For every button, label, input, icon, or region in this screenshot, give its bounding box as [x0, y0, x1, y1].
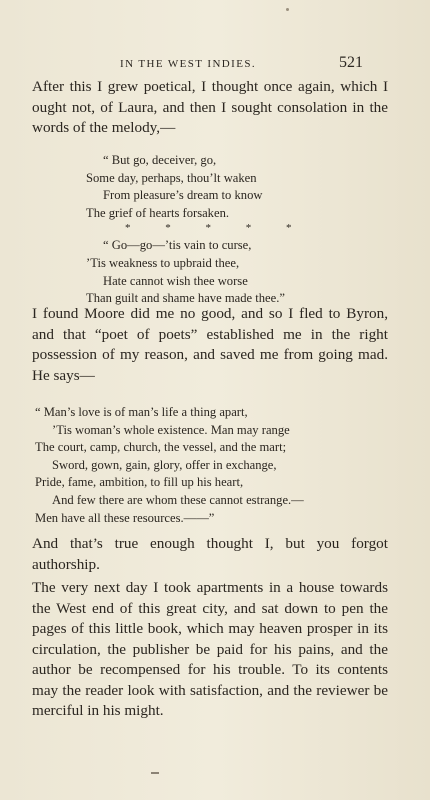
paragraph-2: I found Moore did me no good, and so I fled to Byron, and that “poet of poets” established me in the right possession of my reason, and saved me from going mad. He says—: [32, 305, 388, 384]
verse-line: ’Tis weakness to upbraid thee,: [86, 255, 240, 270]
verse-line: Men have all these resources.——”: [35, 510, 215, 525]
verse-line: “ Man’s love is of man’s life a thing apart,: [35, 405, 248, 419]
verse-line: The court, camp, church, the vessel, and the mart;: [35, 440, 287, 455]
verse-line: The grief of hearts forsaken.: [86, 205, 230, 220]
paragraph-4: The very next day I took apartments in a house towards the West end of this great city, and sat down to pen the pages of this little book, which may heaven prosper in its circulation, the publisher be paid for his pains, and the author be recompensed for his trouble. To its contents may the reader look with satisfaction, and the reviewer be merciful in his might.: [32, 579, 388, 719]
verse-ellipsis-stars: * * * * *: [125, 222, 308, 235]
verse-line: Sword, gown, gain, glory, offer in exchange,: [52, 457, 277, 472]
verse-line: “ Go—go—’tis vain to curse,: [103, 238, 252, 253]
page-header: [0, 54, 430, 74]
footer-mark: [151, 772, 159, 774]
verse-line: And few there are whom these cannot estrange.—: [52, 492, 304, 507]
verse-line: Than guilt and shame have made thee.”: [86, 291, 285, 306]
verse-byron: [0, 404, 430, 527]
running-head: IN THE WEST INDIES.: [120, 58, 256, 70]
verse-line: Hate cannot wish thee worse: [103, 273, 248, 288]
verse-line: Pride, fame, ambition, to fill up his heart,: [35, 475, 244, 490]
verse-line: ’Tis woman’s whole existence. Man may range: [52, 422, 290, 437]
page-speck: [286, 8, 289, 11]
paragraph-3: And that’s true enough thought I, but you forgot authorship.: [32, 535, 388, 573]
verse-line: From pleasure’s dream to know: [103, 188, 263, 203]
verse-line: Some day, perhaps, thou’lt waken: [86, 170, 257, 185]
paragraph-1: After this I grew poetical, I thought once again, which I ought not, of Laura, and then I sought consolation in the words of the melody,—: [32, 78, 388, 136]
page-number: 521: [339, 54, 363, 71]
verse-line: “ But go, deceiver, go,: [103, 153, 217, 167]
verse-melody: [0, 152, 430, 308]
